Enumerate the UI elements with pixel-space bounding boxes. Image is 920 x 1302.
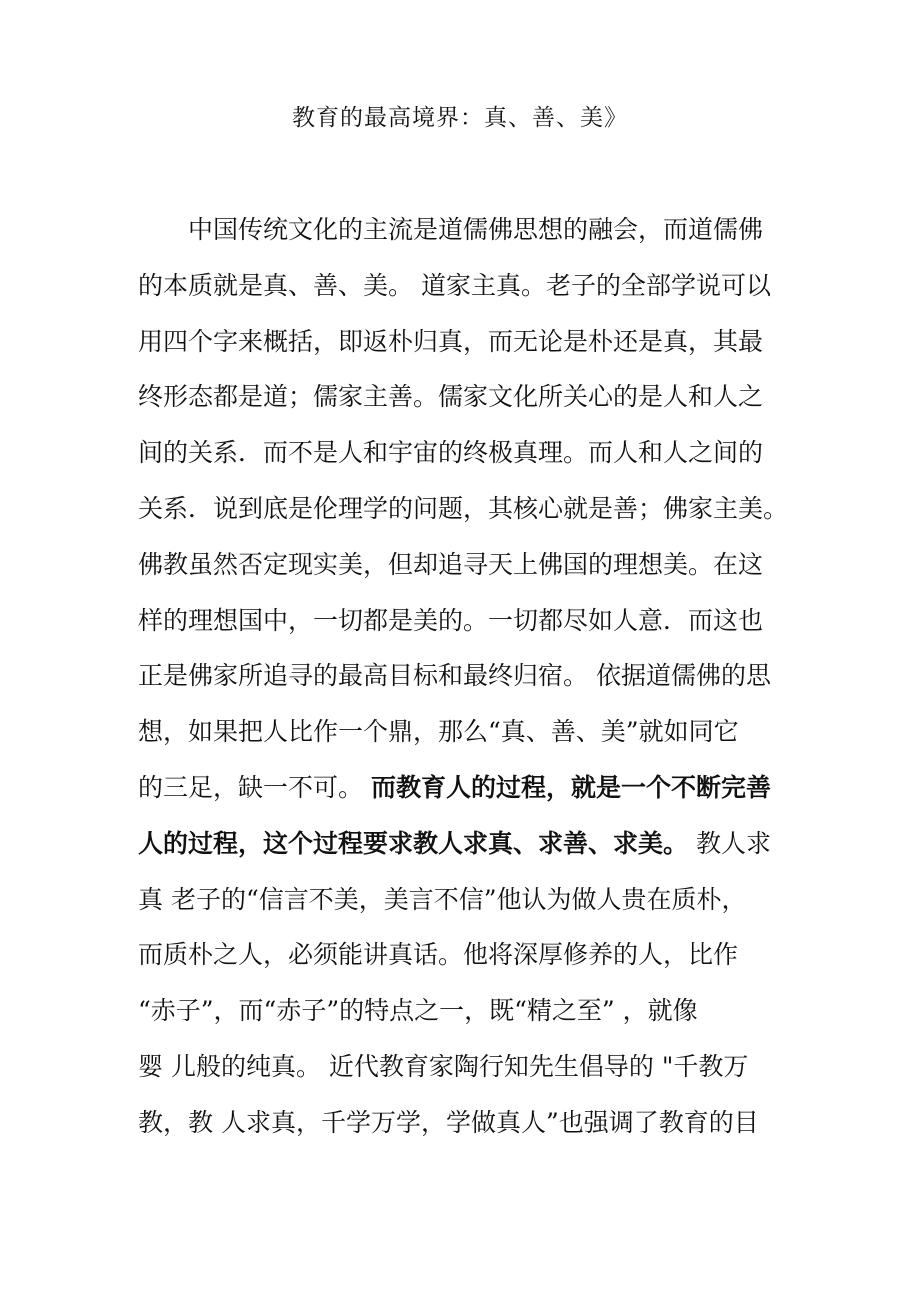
body-line-2: 的本质就是真、善、美。 道家主真。老子的全部学说可以 — [138, 270, 771, 300]
body-line-12-normal: 教人求 — [688, 828, 771, 858]
body-line-10: 想，如果把人比作一个鼎，那么“真、善、美”就如同它 — [138, 717, 739, 747]
document-body — [138, 202, 789, 1151]
body-line-14: 而质朴之人，必须能讲真话。他将深厚修养的人，比作 — [138, 940, 739, 970]
body-line-7: 佛教虽然否定现实美，但却追寻天上佛国的理想美。在这 — [138, 549, 764, 579]
body-line-8: 样的理想国中，一切都是美的。一切都尽如人意．而这也 — [138, 605, 764, 635]
body-line-5: 间的关系．而不是人和宇宙的终极真理。而人和人之间的 — [138, 438, 764, 468]
body-line-13: 真 老子的“信言不美，美言不信”他认为做人贵在质朴， — [138, 884, 747, 914]
body-line-11-bold: 而教育人的过程，就是一个不断完善 — [370, 772, 771, 802]
body-line-3: 用四个字来概括，即返朴归真，而无论是朴还是真，其最 — [138, 326, 764, 356]
body-line-12-bold: 人的过程，这个过程要求教人求真、求善、求美。 — [138, 828, 689, 858]
body-line-17: 教，教 人求真，千学万学，学做真人”也强调了教育的目 — [138, 1107, 759, 1137]
body-line-11 — [138, 760, 778, 816]
document-title: 教育的最高境界：真、善、美》 — [292, 105, 628, 131]
body-line-15: “赤子”，而“赤子”的特点之一，既“精之至” ，就像 — [138, 996, 698, 1026]
body-line-1: 中国传统文化的主流是道儒佛思想的融会，而道儒佛 — [138, 215, 764, 244]
body-line-6: 关系．说到底是伦理学的问题，其核心就是善；佛家主美。 — [138, 493, 789, 523]
body-line-11-normal: 的三足，缺一不可。 — [138, 772, 371, 802]
body-line-9: 正是佛家所追寻的最高目标和最终归宿。 依据道儒佛的思 — [138, 661, 771, 691]
body-line-16: 婴 儿般的纯真。 近代教育家陶行知先生倡导的 "千教万 — [138, 1051, 749, 1081]
body-line-4: 终形态都是道；儒家主善。儒家文化所关心的是人和人之 — [138, 382, 764, 412]
body-line-12 — [138, 816, 778, 872]
